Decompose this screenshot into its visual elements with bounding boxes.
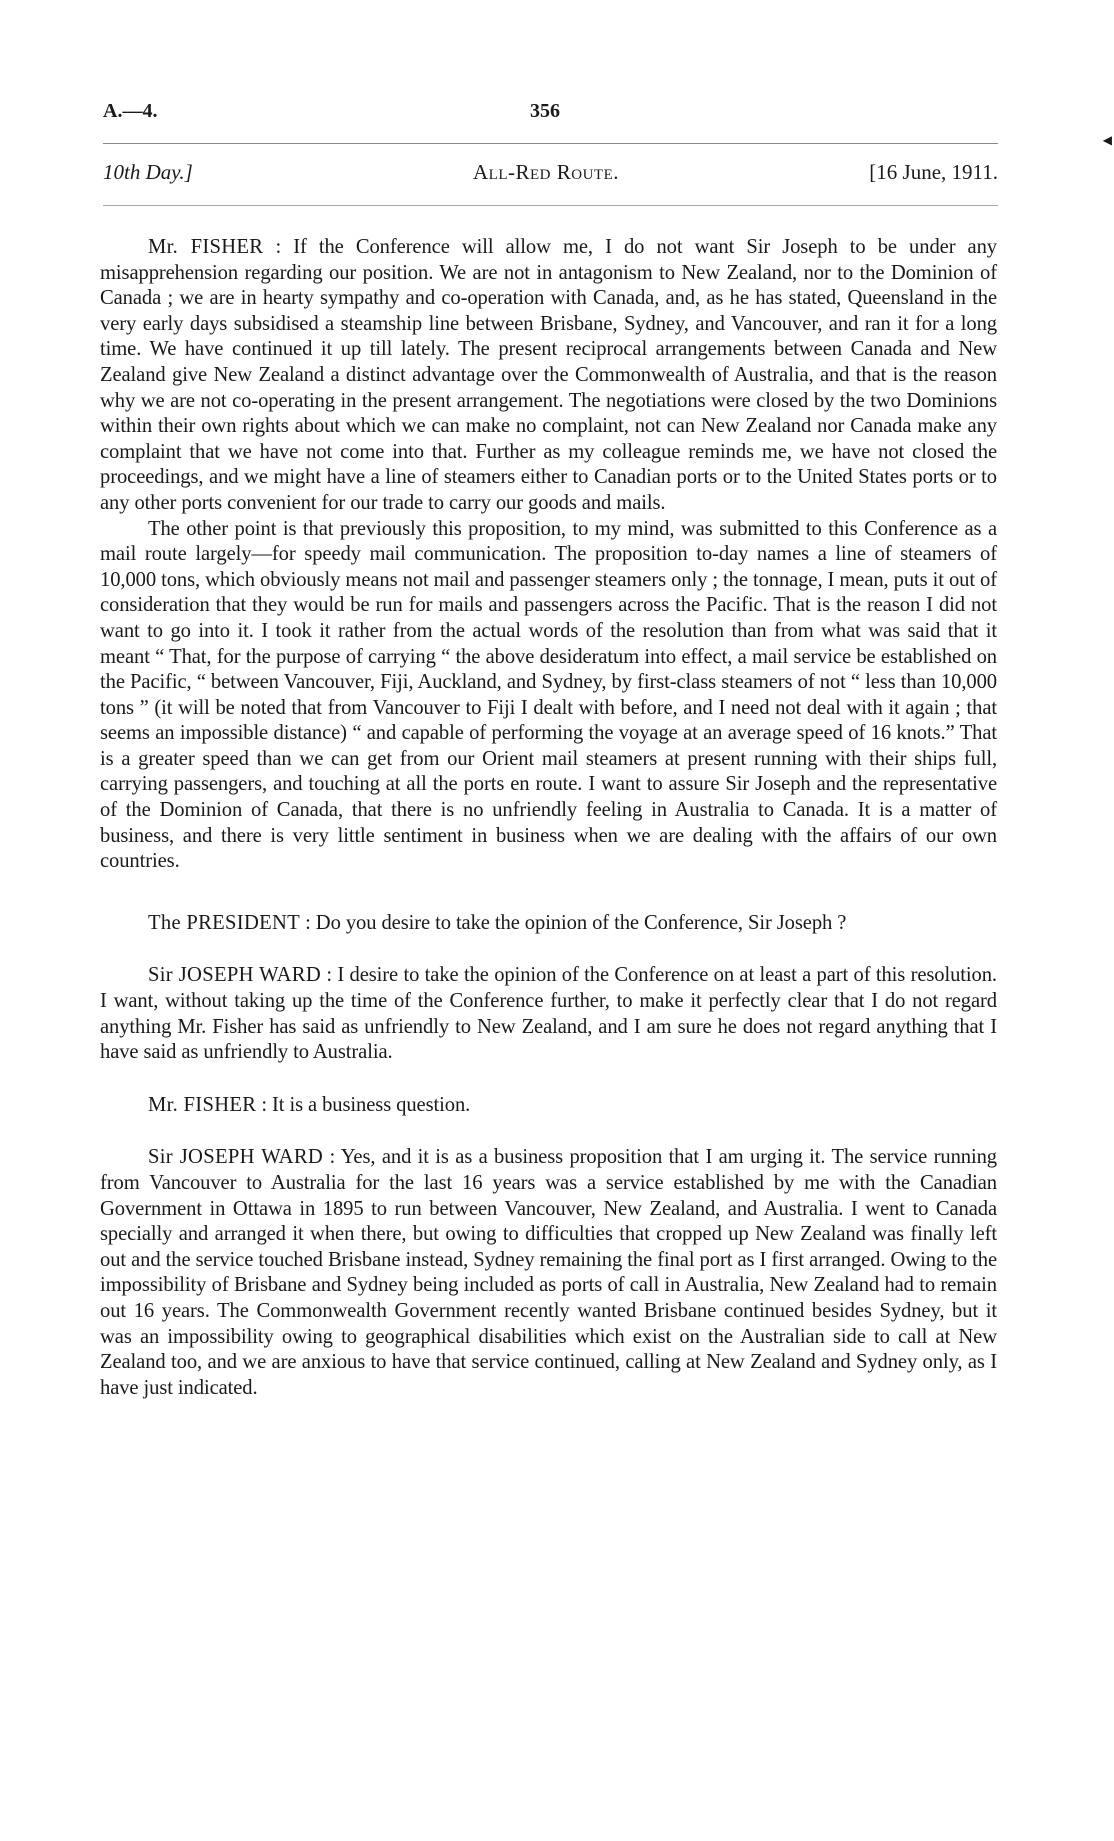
- header-rule-bottom: [103, 205, 998, 206]
- document-body: [100, 235, 997, 1401]
- paragraph-text: : Do you desire to take the opinion of the Conference, Sir Joseph ?: [305, 911, 847, 934]
- paragraph: [100, 235, 997, 517]
- paragraph-text: : If the Conference will allow me, I do not want Sir Joseph to be under any misapprehension regarding our position. We are not in antagonism to New Zealand, nor to the Dominion of Canada ; we are in hearty sympathy and co-operation with Canada, and, as he has stated, Queensland in the very early days subsidised a steamship line between Brisbane, Sydney, and Vancouver, and ran it for a long time. We have continued it up till lately. The present reciprocal arrangements between Canada and New Zealand give New Zealand a distinct advantage over the Commonwealth of Australia, and that is the reason why we are not co-operating in the present arrangement. The negotiations were closed by the two Dominions within their own rights about which we can make no complaint, not can New Zealand nor Canada make any complaint that we have not come into that. Further as my colleague reminds me, we have not closed the proceedings, and we might have a line of steamers either to Canadian ports or to the United States ports or to any other ports convenient for our trade to carry our goods and mails.: [100, 236, 997, 514]
- running-head-title: All-Red Route.: [473, 160, 619, 184]
- paragraph-text: The other point is that previously this proposition, to my mind, was submitted to this Conference as a mail route largely—for speedy mail communication. The proposition to-day names a line of steamers of 10,000 tons, which obviously means not mail and passenger steamers only ; the tonnage, I mean, puts it out of consideration that they would be run for mails and passengers across the Pacific. That is the reason I did not want to go into it. I took it rather from the actual words of the resolution than from what was said that it meant “ That, for the purpose of carrying “ the above desideratum into effect, a mail service be established on the Pacific, “ between Vancouver, Fiji, Auckland, and Sydney, by first-class steamers of not “ less than 10,000 tons ” (it will be noted that from Vancouver to Fiji I dealt with before, and I need not deal with it again ; that seems an impossible distance) “ and capable of performing the voyage at an average speed of 16 knots.” That is a greater speed than we can get from our Orient mail steamers at present running with their ships full, carrying passengers, and touching at all the ports en route. I want to assure Sir Joseph and the representative of the Dominion of Canada, that there is no unfriendly feeling in Australia to Canada. It is a matter of business, and there is very little sentiment in business when we are dealing with the affairs of our own countries.: [100, 517, 997, 873]
- paper-code: A.—4.: [103, 100, 158, 122]
- paragraph-text: : I desire to take the opinion of the Conference on at least a part of this resolution. I want, without taking up the time of the Conference further, to make it perfectly clear that I do not regard anything Mr. Fisher has said as unfriendly to New Zealand, and I am sure he does not regard anything that I have said as unfriendly to Australia.: [100, 964, 997, 1064]
- paragraph: [100, 1093, 997, 1119]
- header-rule-top: [103, 143, 998, 144]
- speaker-name: Mr. FISHER: [148, 1093, 257, 1116]
- running-head-day: 10th Day.]: [103, 160, 193, 184]
- paragraph-text: : It is a business question.: [261, 1093, 471, 1116]
- speaker-name: Sir JOSEPH WARD: [148, 964, 321, 987]
- page-number: 356: [530, 100, 560, 122]
- paragraph: [100, 911, 997, 937]
- margin-mark: ◀: [1102, 133, 1112, 147]
- speaker-name: The PRESIDENT: [148, 911, 301, 934]
- speaker-name: Sir JOSEPH WARD: [148, 1146, 324, 1169]
- running-head: [103, 160, 998, 190]
- paragraph: [100, 1145, 997, 1401]
- paragraph: [100, 963, 997, 1065]
- page-header: [103, 100, 997, 130]
- paragraph: [100, 517, 997, 875]
- speaker-name: Mr. FISHER: [148, 236, 264, 258]
- running-head-date: [16 June, 1911.: [869, 160, 998, 184]
- paragraph-text: : Yes, and it is as a business proposition that I am urging it. The service running from Vancouver to Australia for the last 16 years was a service established by me with the Canadian Government in Ottawa in 1895 to run between Vancouver, New Zealand, and Australia. I went to Canada specially and arranged it when there, but owing to difficulties that cropped up New Zealand was finally left out and the service touched Brisbane instead, Sydney remaining the final port as I first arranged. Owing to the impossibility of Brisbane and Sydney being included as ports of call in Australia, New Zealand had to remain out 16 years. The Commonwealth Government recently wanted Brisbane continued besides Sydney, but it was an impossibility owing to geographical disabilities which exist on the Australian side to call at New Zealand too, and we are anxious to have that service continued, calling at New Zealand and Sydney only, as I have just indicated.: [100, 1146, 997, 1399]
